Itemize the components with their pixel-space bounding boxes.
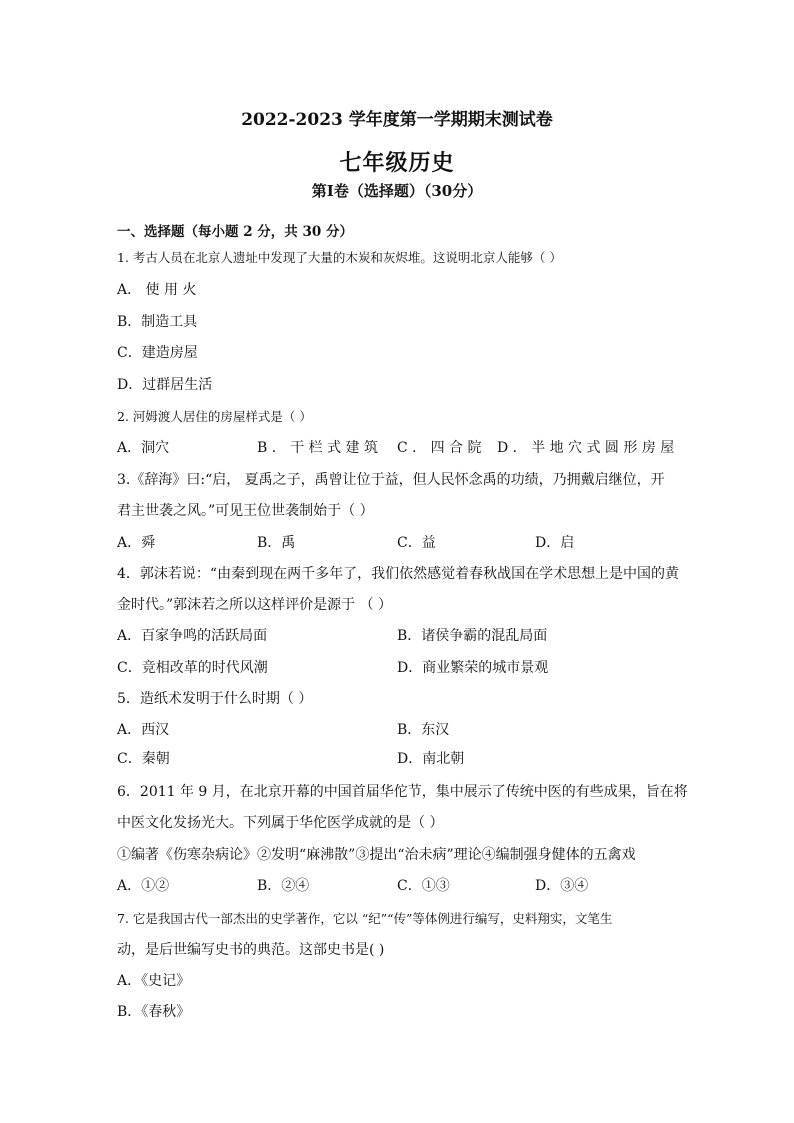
question-4-option-a: A．百家争鸣的活跃局面 [117, 628, 268, 644]
question-6-stem-line-1: 6．2011 年 9 月，在北京开幕的中国首届华佗节，集中展示了传统中医的有些成果，旨在将 [117, 784, 688, 800]
question-5-option-c: C．秦朝 [117, 751, 170, 767]
question-7-stem-line-2: 动，是后世编写史书的典范。这部史书是( ) [117, 942, 385, 958]
question-7-option-b: B．《春秋》 [117, 1004, 191, 1020]
question-3-option-b: B．禹 [257, 535, 296, 551]
question-3-option-c: C．益 [397, 535, 436, 551]
question-5-option-d: D．南北朝 [397, 751, 465, 767]
question-5-option-b: B．东汉 [397, 722, 450, 738]
question-1-option-a: A． 使 用 火 [117, 282, 197, 298]
question-6-option-b: B．②④ [257, 878, 310, 894]
question-2-option-a: A．洞穴 [117, 440, 170, 456]
question-5-option-a: A．西汉 [117, 722, 170, 738]
question-4-stem-line-2: 金时代。”郭沫若之所以这样评价是源于 （ ） [117, 597, 393, 613]
question-2-option-c: C ． 四 合 院 [397, 440, 482, 456]
question-3-option-a: A．舜 [117, 535, 156, 551]
subject-title: 七年级历史 [339, 150, 455, 176]
question-4-option-c: C．竞相改革的时代风潮 [117, 660, 268, 676]
exam-title: 2022-2023 学年度第一学期期末测试卷 [241, 110, 553, 130]
question-6-option-c: C．①③ [397, 878, 450, 894]
question-6-stem-line-3: ①编著《伤寒杂病论》②发明“麻沸散”③提出“治未病”理论④编制强身健体的五禽戏 [117, 847, 636, 863]
question-2-option-d: D ． 半 地 穴 式 圆 形 房 屋 [497, 440, 675, 456]
question-3-option-d: D．启 [535, 535, 575, 551]
question-6-option-d: D．③④ [535, 878, 589, 894]
question-2-option-b: B ． 干 栏 式 建 筑 [257, 440, 378, 456]
question-1-stem: 1. 考古人员在北京人遗址中发现了大量的木炭和灰烬堆。这说明北京人能够（ ） [117, 250, 562, 265]
question-1-option-c: C．建造房屋 [117, 345, 198, 361]
question-3-stem-line-1: 3.《辞海》曰:“启， 夏禹之子，禹曾让位于益，但人民怀念禹的功绩，乃拥戴启继位，开 [117, 472, 665, 488]
section-heading: 一、选择题（每小题 2 分，共 30 分） [117, 224, 353, 240]
question-6-option-a: A．①② [117, 878, 170, 894]
question-2-stem: 2. 河姆渡人居住的房屋样式是（ ） [117, 409, 312, 424]
question-4-option-b: B．诸侯争霸的混乱局面 [397, 628, 548, 644]
question-7-option-a: A．《史记》 [117, 973, 191, 989]
question-5-stem: 5．造纸术发明于什么时期（ ） [117, 691, 313, 707]
question-1-option-d: D．过群居生活 [117, 377, 213, 393]
question-6-stem-line-2: 中医文化发扬光大。下列属于华佗医学成就的是（ ） [117, 815, 444, 831]
question-4-stem-line-1: 4．郭沫若说：“由秦到现在两千多年了，我们依然感觉着春秋战国在学术思想上是中国的黄 [117, 566, 680, 582]
question-1-option-b: B．制造工具 [117, 314, 198, 330]
question-4-option-d: D．商业繁荣的城市景观 [397, 660, 549, 676]
part-title: 第Ⅰ卷（选择题）（30分） [311, 182, 483, 200]
question-3-stem-line-2: 君主世袭之风。”可见王位世袭制始于（ ） [117, 503, 374, 519]
question-7-stem-line-1: 7. 它是我国古代一部杰出的史学著作，它以 “纪”“传”等体例进行编写，史料翔实，文笔生 [117, 911, 613, 926]
